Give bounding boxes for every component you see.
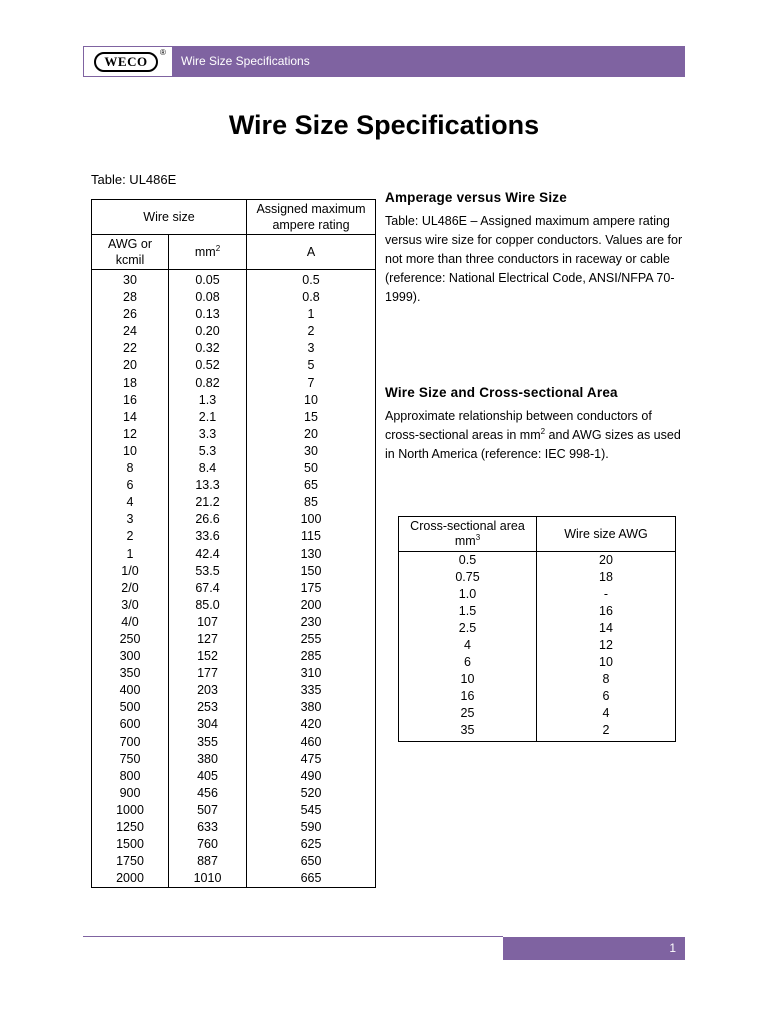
cell-ampere: 3 [247,340,376,357]
cell-awg: 26 [92,306,169,323]
cell-mm2: 21.2 [169,494,247,511]
header-rating-line1: Assigned maximum [256,202,366,216]
table-row [399,569,676,586]
logo [83,46,173,77]
cell-awg: 12 [92,426,169,443]
cell-mm2: 203 [169,682,247,699]
section-cross-section-body-sup: 2 [540,426,546,436]
section-cross-section-body-part1: Approximate relationship between conductors of cross-sectional areas in mm [385,409,652,442]
table-row [92,392,376,409]
cell-awg: 14 [92,409,169,426]
footer-bar [503,937,685,960]
cell-mm2: 253 [169,699,247,716]
table-row [92,528,376,545]
table-row [92,270,376,290]
table-row [92,340,376,357]
cell-awg: 22 [92,340,169,357]
table-row [92,665,376,682]
cell-awg: 3/0 [92,597,169,614]
table-caption: Table: UL486E [91,172,177,187]
cell-mm2: 304 [169,716,247,733]
subheader-awg [92,235,169,270]
table-subheader-row [92,235,376,270]
cell-ampere: 175 [247,580,376,597]
cell-awg: 10 [537,654,676,671]
cell-ampere: 100 [247,511,376,528]
cell-ampere: 130 [247,546,376,563]
cell-ampere: 30 [247,443,376,460]
cell-ampere: 665 [247,870,376,888]
table-row [92,306,376,323]
cell-mm2: 53.5 [169,563,247,580]
cell-ampere: 10 [247,392,376,409]
cell-awg: 8 [537,671,676,688]
table-row [92,289,376,306]
cell-awg: 2 [537,722,676,742]
cell-mm2: 0.20 [169,323,247,340]
cell-mm2: 26.6 [169,511,247,528]
cell-mm2: 633 [169,819,247,836]
cell-ampere: 475 [247,751,376,768]
cell-mm2: 405 [169,768,247,785]
cell-ampere: 310 [247,665,376,682]
cell-mm2: 355 [169,734,247,751]
cell-mm2: 380 [169,751,247,768]
cell-mm2: 0.32 [169,340,247,357]
cell-ampere: 490 [247,768,376,785]
cell-ampere: 2 [247,323,376,340]
cell-mm2: 152 [169,648,247,665]
page-number: 1 [669,941,676,955]
cell-mm2: 456 [169,785,247,802]
cell-ampere: 590 [247,819,376,836]
cell-awg: 18 [537,569,676,586]
table-row [92,597,376,614]
cell-awg: 800 [92,768,169,785]
section-cross-section-body-part2: and AWG sizes as used in North America (reference: IEC 998-1). [385,428,681,461]
table-row [92,614,376,631]
cell-awg: 2/0 [92,580,169,597]
cell-area: 35 [399,722,537,742]
table-row [92,323,376,340]
cell-awg: 12 [537,637,676,654]
cell-awg: - [537,586,676,603]
table-row [92,785,376,802]
table-row [92,580,376,597]
cell-ampere: 150 [247,563,376,580]
cell-mm2: 33.6 [169,528,247,545]
cell-awg: 1000 [92,802,169,819]
cell-awg: 28 [92,289,169,306]
table-row [399,586,676,603]
header-title: Wire Size Specifications [181,54,310,68]
cell-area: 4 [399,637,537,654]
table-row [92,648,376,665]
table-row [92,426,376,443]
table-row [92,477,376,494]
cell-ampere: 650 [247,853,376,870]
cell-awg: 400 [92,682,169,699]
cell-mm2: 13.3 [169,477,247,494]
table-row [399,620,676,637]
table-row [92,460,376,477]
header-area-mm: mm [454,534,476,548]
cell-mm2: 127 [169,631,247,648]
header-rating [247,200,376,235]
table-row [92,751,376,768]
cell-awg: 1500 [92,836,169,853]
cell-area: 1.0 [399,586,537,603]
cell-mm2: 107 [169,614,247,631]
cell-mm2: 2.1 [169,409,247,426]
cell-ampere: 460 [247,734,376,751]
table-row [399,705,676,722]
cell-awg: 4 [537,705,676,722]
cell-awg: 8 [92,460,169,477]
cell-ampere: 65 [247,477,376,494]
table-row [399,552,676,570]
cell-awg: 6 [537,688,676,705]
header-area-line1: Cross-sectional area [410,519,525,533]
cell-awg: 700 [92,734,169,751]
cell-area: 0.5 [399,552,537,570]
header-rating-line2: ampere rating [272,218,350,232]
cell-ampere: 85 [247,494,376,511]
cell-awg: 750 [92,751,169,768]
table-row [92,631,376,648]
cell-ampere: 0.5 [247,270,376,290]
cell-ampere: 285 [247,648,376,665]
table-row [92,819,376,836]
cell-awg: 2000 [92,870,169,888]
cell-awg: 10 [92,443,169,460]
cell-ampere: 7 [247,375,376,392]
cell-ampere: 380 [247,699,376,716]
table-row [92,836,376,853]
cell-awg: 1/0 [92,563,169,580]
cell-area: 10 [399,671,537,688]
cell-area: 25 [399,705,537,722]
cell-awg: 350 [92,665,169,682]
cell-ampere: 50 [247,460,376,477]
cell-mm2: 85.0 [169,597,247,614]
cell-mm2: 0.52 [169,357,247,374]
cell-ampere: 335 [247,682,376,699]
subheader-mm2 [169,235,247,270]
table-row [92,546,376,563]
cell-mm2: 177 [169,665,247,682]
table-row [399,722,676,742]
cell-ampere: 0.8 [247,289,376,306]
cell-mm2: 67.4 [169,580,247,597]
footer-divider [83,936,503,937]
logo-oval [94,52,158,72]
header-cross-sectional-area [399,517,537,552]
subheader-awg-line2: kcmil [115,253,145,267]
table-row [92,768,376,785]
cell-mm2: 8.4 [169,460,247,477]
table-row [92,870,376,888]
cell-awg: 16 [92,392,169,409]
table-row [92,802,376,819]
cell-ampere: 520 [247,785,376,802]
cell-awg: 20 [92,357,169,374]
cell-awg: 14 [537,620,676,637]
table-row [92,357,376,374]
table-row [92,375,376,392]
table-row [92,682,376,699]
table-row [92,494,376,511]
cell-mm2: 507 [169,802,247,819]
logo-text: WECO [104,54,148,69]
cell-awg: 16 [537,603,676,620]
cell-awg: 1250 [92,819,169,836]
cell-ampere: 230 [247,614,376,631]
table-row [92,443,376,460]
subheader-mm-text: mm [194,245,216,259]
section-amperage-body: Table: UL486E – Assigned maximum ampere rating versus wire size for copper conductors. Values are for not more than three conductors in raceway or cable (reference: National Electrical Code, ANSI/NFPA 70-1999). [385,214,683,304]
cell-ampere: 15 [247,409,376,426]
cell-area: 6 [399,654,537,671]
table2-header-row [399,517,676,552]
cell-ampere: 20 [247,426,376,443]
table-row [399,637,676,654]
cell-ampere: 115 [247,528,376,545]
header-bar [83,46,685,77]
cell-awg: 6 [92,477,169,494]
cell-ampere: 420 [247,716,376,733]
registered-mark: ® [160,48,166,57]
cell-awg: 1 [92,546,169,563]
table-row [92,409,376,426]
cell-mm2: 0.05 [169,270,247,290]
cell-mm2: 3.3 [169,426,247,443]
cell-awg: 250 [92,631,169,648]
cell-mm2: 0.82 [169,375,247,392]
subheader-mm-sup: 2 [215,243,221,253]
ampere-rating-table [91,199,376,888]
section-amperage-heading: Amperage versus Wire Size [385,190,567,205]
cell-mm2: 0.08 [169,289,247,306]
cell-area: 16 [399,688,537,705]
cell-awg: 500 [92,699,169,716]
table-row [399,654,676,671]
table-row [92,511,376,528]
subheader-a: A [247,235,376,270]
cell-mm2: 887 [169,853,247,870]
table-row [92,563,376,580]
cell-awg: 18 [92,375,169,392]
section-cross-section-heading: Wire Size and Cross-sectional Area [385,385,618,400]
cell-awg: 3 [92,511,169,528]
header-area-line2 [399,534,536,549]
cell-awg: 4 [92,494,169,511]
cell-ampere: 200 [247,597,376,614]
header-area-sup: 3 [475,532,481,542]
cell-awg: 24 [92,323,169,340]
cell-ampere: 5 [247,357,376,374]
cell-mm2: 5.3 [169,443,247,460]
cell-mm2: 42.4 [169,546,247,563]
cell-ampere: 1 [247,306,376,323]
cell-awg: 4/0 [92,614,169,631]
table-row [92,853,376,870]
subheader-awg-line1: AWG or [108,237,152,251]
table-row [92,699,376,716]
table-row [92,734,376,751]
cell-area: 0.75 [399,569,537,586]
cell-awg: 900 [92,785,169,802]
page-title: Wire Size Specifications [228,110,540,140]
section-amperage [385,190,685,307]
cell-awg: 20 [537,552,676,570]
table-row [92,716,376,733]
cell-awg: 600 [92,716,169,733]
section-cross-section-body [385,407,685,464]
cell-mm2: 760 [169,836,247,853]
cell-area: 2.5 [399,620,537,637]
cell-awg: 1750 [92,853,169,870]
cell-awg: 300 [92,648,169,665]
table-row [399,671,676,688]
cell-area: 1.5 [399,603,537,620]
header-wire-size-awg: Wire size AWG [537,517,676,552]
cell-ampere: 255 [247,631,376,648]
cell-ampere: 625 [247,836,376,853]
table-header-row [92,200,376,235]
table-row [399,688,676,705]
cell-awg: 2 [92,528,169,545]
table-row [399,603,676,620]
cell-mm2: 1.3 [169,392,247,409]
cross-section-table [398,516,676,742]
cell-mm2: 1010 [169,870,247,888]
section-cross-section [385,385,685,464]
cell-mm2: 0.13 [169,306,247,323]
header-wire-size: Wire size [92,200,247,235]
cell-awg: 30 [92,270,169,290]
cell-ampere: 545 [247,802,376,819]
